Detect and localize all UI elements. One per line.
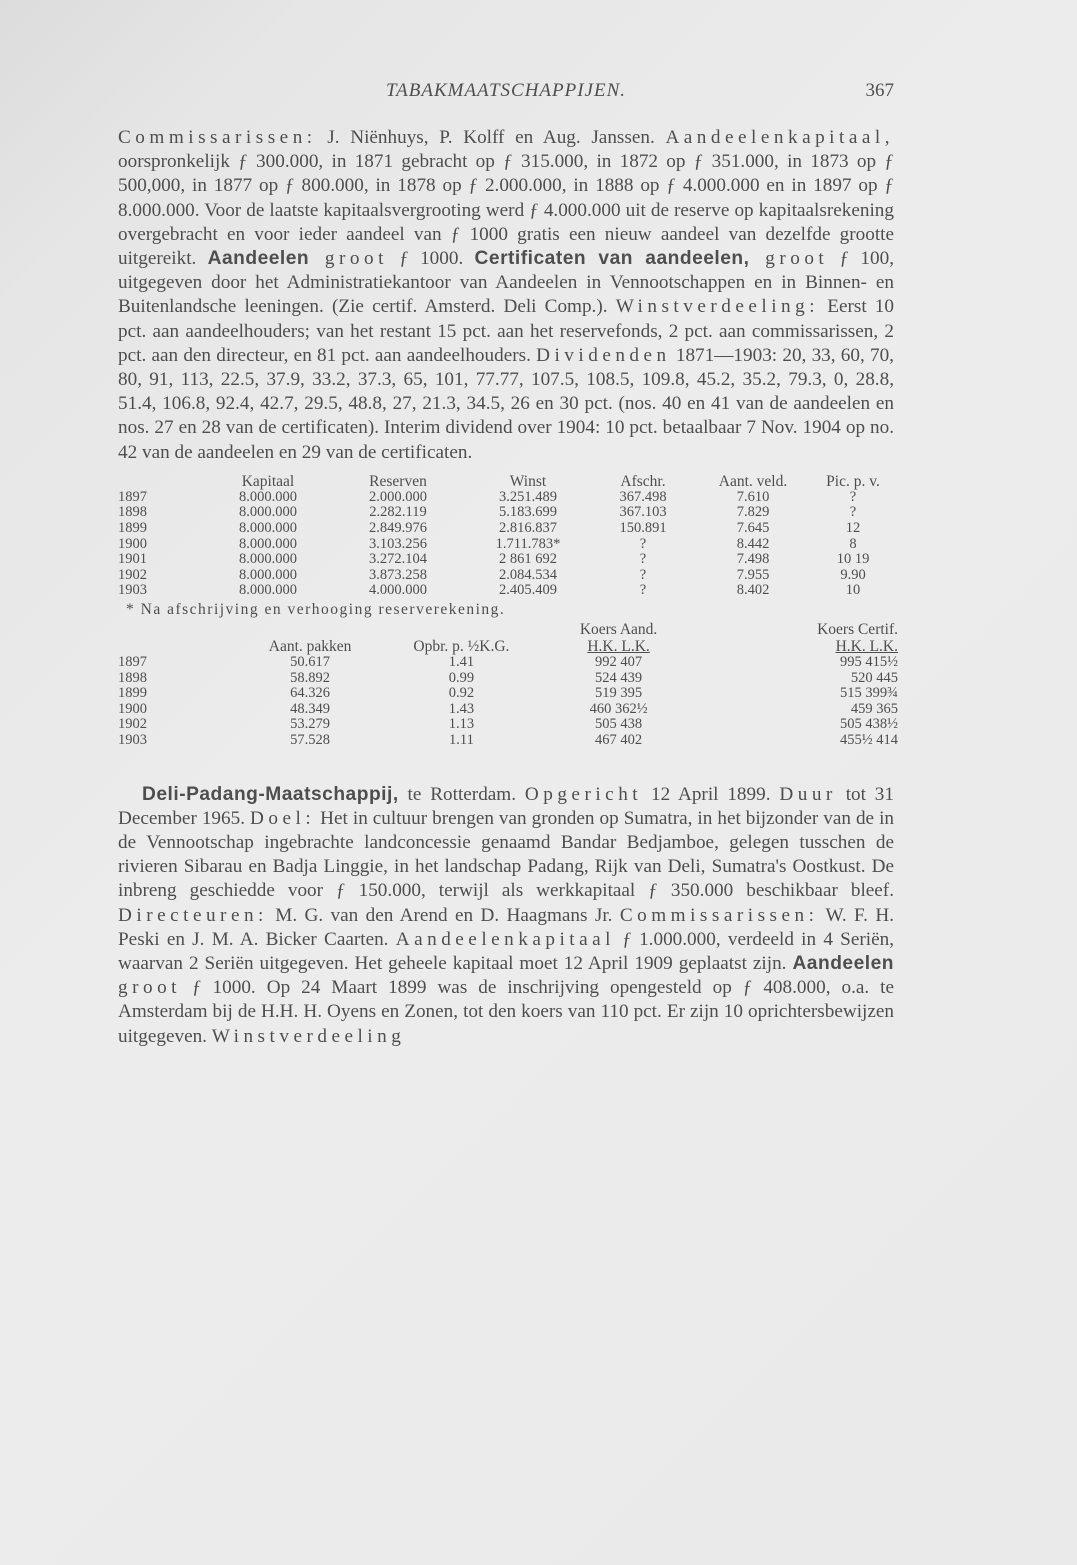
table-cell: 10 xyxy=(845,582,861,599)
heading-aandeelen: Aandeelen xyxy=(207,248,310,270)
label-aandeelenkapitaal: Aandeelenkapitaal, xyxy=(665,127,894,148)
table-cell: ? xyxy=(639,566,647,583)
table-row xyxy=(118,702,898,718)
table-cell: 3.103.256 xyxy=(369,535,427,552)
table-cell: 367.103 xyxy=(619,504,667,521)
company-name-heading: Deli-Padang-Maatschappij, xyxy=(142,783,399,805)
table-cell: 7.610 xyxy=(736,488,770,505)
table-group-header-row: Koers Aand. Koers Certif. xyxy=(579,621,898,638)
table-row xyxy=(118,686,898,702)
table-cell: 12 xyxy=(845,520,861,537)
label-duur: Duur xyxy=(779,783,837,805)
page-header xyxy=(118,80,894,116)
document-page xyxy=(118,80,898,1049)
table-cell: 8 xyxy=(849,535,857,552)
table-cell: 7.955 xyxy=(736,566,770,583)
harvest-price-table xyxy=(118,621,898,749)
table-cell: 1901 xyxy=(118,551,147,568)
label-dividenden: Dividenden xyxy=(536,344,671,366)
table-cell: 1.41 xyxy=(448,654,475,670)
table-cell: 9.90 xyxy=(840,566,866,583)
table-cell: 8.000.000 xyxy=(239,566,297,583)
table-cell: 519 395 xyxy=(595,685,643,702)
table-row xyxy=(118,733,898,749)
table-cell: 3.873.258 xyxy=(369,566,427,583)
table-cell: 515 399¾ xyxy=(840,685,898,702)
table-cell: 58.892 xyxy=(290,669,331,686)
table-cell: 7.645 xyxy=(736,520,770,537)
table-cell: 467 402 xyxy=(595,731,643,748)
table-cell: 2.282.119 xyxy=(369,504,427,521)
table-cell: ? xyxy=(639,535,647,552)
table-cell: 3.251.489 xyxy=(499,488,557,505)
table-cell: ? xyxy=(849,488,857,505)
table-cell: 1.711.783* xyxy=(495,535,561,552)
company-paragraph-2: Deli-Padang-Maatschappij, te Rotterdam. Opgericht 12 April 1899. Duur tot 31 December 1965. Doel: Het in cultuur brengen van gronden op Sumatra, in het bijzonder van de in de Vennootschap ingebrachte landconcessie genaamd Bandar Bedjamboe, gelegen tusschen de rivieren Sibarau en Badja Linggie, in het landschap Padang, Rijk van Deli, Sumatra's Oostkust. De inbreng geschiedde voor ƒ 150.000, terwijl als werkkapitaal ƒ 350.000 beschikbaar bleef. Directeuren: M. G. van den Arend en D. Haagmans Jr. Commissarissen: W. F. H. Peski en J. M. A. Bicker Caarten. Aandeelenkapitaal ƒ 1.000.000, verdeeld in 4 Seriën, waarvan 2 Seriën uitgegeven. Het geheele kapitaal moet 12 April 1909 geplaatst zijn. Aandeelen groot ƒ 1000. Op 24 Maart 1899 was de inschrijving opengesteld op ƒ 408.000, o.a. te Amsterdam bij de H.H. H. Oyens en Zonen, tot den koers van 110 pct. Er zijn 10 oprichtersbewijzen uitgegeven. Winstverdeeling xyxy=(118,783,894,1047)
table-cell: 1902 xyxy=(118,566,147,583)
label-winstverdeeling: Winstverdeeling xyxy=(211,1025,406,1047)
table-row xyxy=(118,505,898,521)
table-cell: 367.498 xyxy=(619,488,667,505)
table-cell: 1897 xyxy=(118,488,147,505)
table-header-row: Kapitaal Reserven Winst Afschr. Aant. veld. Pic. p. v. xyxy=(241,472,880,490)
table-cell: 1902 xyxy=(118,716,147,733)
table-cell: 8.000.000 xyxy=(239,504,297,521)
table-cell: 53.279 xyxy=(290,716,331,733)
table-cell: 1.43 xyxy=(448,700,475,717)
table-cell: 524 439 xyxy=(595,669,643,686)
table-cell: 8.000.000 xyxy=(239,535,297,552)
table-row xyxy=(118,521,898,537)
table-cell: 460 362½ xyxy=(589,700,648,717)
financial-table xyxy=(118,473,898,599)
table-cell: 3.272.104 xyxy=(369,551,427,568)
table-cell: 150.891 xyxy=(619,520,667,537)
label-winstverdeeling: Winstverdeeling: xyxy=(615,296,820,318)
table-cell: 992 407 xyxy=(595,654,643,670)
table-cell: 1903 xyxy=(118,731,147,748)
table-cell: 0.99 xyxy=(448,669,475,686)
table-row xyxy=(118,552,898,568)
table-cell: 2.084.534 xyxy=(499,566,557,583)
table-cell: 8.000.000 xyxy=(239,520,297,537)
table-cell: 7.829 xyxy=(736,504,770,521)
table-cell: 5.183.699 xyxy=(499,504,557,521)
table-cell: 0.92 xyxy=(448,685,475,702)
label-commissarissen: Commissarissen: xyxy=(118,127,317,148)
table-cell: 8.442 xyxy=(736,535,770,552)
table-cell: 8.000.000 xyxy=(239,582,297,599)
table-cell: 10 19 xyxy=(836,551,870,568)
table-cell: 7.498 xyxy=(736,551,770,568)
table-cell: 64.326 xyxy=(290,685,331,702)
table-row xyxy=(118,568,898,584)
table-cell: ? xyxy=(639,582,647,599)
page-number: 367 xyxy=(865,80,894,101)
label-opgericht: Opgericht xyxy=(524,783,643,805)
table-row xyxy=(118,490,898,506)
table-cell: 1900 xyxy=(118,700,147,717)
company-paragraph-1: Commissarissen: J. Niënhuys, P. Kolff en Aug. Janssen. Aandeelenkapitaal, oorspronkelijk ƒ 300.000, in 1871 gebracht op ƒ 315.000, in 1872 op ƒ 351.000, in 1873 op ƒ 500,000, in 1877 op ƒ 800.000, in 1878 op ƒ 2.000.000, in 1888 op ƒ 4.000.000 en in 1897 op ƒ 8.000.000. Voor de laatste kapitaalsvergrooting werd ƒ 4.000.000 uit de reserve op kapitaalsrekening overgebracht en voor ieder aandeel van ƒ 1000 gratis een nieuw aandeel van dezelfde grootte uitgereikt. Aandeelen groot ƒ 1000. Certificaten van aandeelen, groot ƒ 100, uitgegeven door het Administratiekantoor van Aandeelen in Vennootschappen en in Binnen- en Buitenlandsche leeningen. (Zie certif. Amsterd. Deli Comp.). Winstverdeeling: Eerst 10 pct. aan aandeelhouders; van het restant 15 pct. aan het reservefonds, 2 pct. aan commissarissen, 2 pct. aan den directeur, en 81 pct. aan aandeelhouders. Dividenden 1871—1903: 20, 33, 60, 70, 80, 91, 113, 22.5, 37.9, 33.2, 37.3, 65, 101, 77.77, 107.5, 108.5, 109.8, 45.2, 35.2, 79.3, 0, 28.8, 51.4, 106.8, 92.4, 42.7, 29.5, 48.8, 27, 21.3, 34.5, 26 en 30 pct. (nos. 40 en 41 van de aandeelen en nos. 27 en 28 van de certificaten). Interim dividend over 1904: 10 pct. betaalbaar 7 Nov. 1904 op no. 42 van de aandeelen en 29 van de certificaten. xyxy=(118,127,894,463)
table-cell: 995 415½ xyxy=(840,654,898,670)
table-row xyxy=(118,655,898,671)
label-directeuren: Directeuren: xyxy=(118,904,268,926)
table-cell: 4.000.000 xyxy=(369,582,427,599)
table-cell: 505 438½ xyxy=(840,716,898,733)
table-cell: 2.000.000 xyxy=(369,488,427,505)
table-cell: 50.617 xyxy=(290,654,331,670)
label-commissarissen: Commissarissen: xyxy=(619,904,819,926)
heading-certificaten: Certificaten van aandeelen, xyxy=(474,248,750,270)
table-row xyxy=(118,583,898,599)
table-cell: 459 365 xyxy=(850,700,898,717)
table-cell: ? xyxy=(639,551,647,568)
table-cell: 505 438 xyxy=(595,716,643,733)
table-cell: 2.849.976 xyxy=(369,520,427,537)
table-cell: 1897 xyxy=(118,654,147,670)
table-cell: 520 445 xyxy=(850,669,898,686)
table-row xyxy=(118,717,898,733)
table-cell: 1900 xyxy=(118,535,147,552)
table-cell: 8.402 xyxy=(736,582,770,599)
table-cell: 1903 xyxy=(118,582,147,599)
table-row xyxy=(118,671,898,687)
table-cell: 1899 xyxy=(118,520,147,537)
table-header-row: Aant. pakken Opbr. p. ½K.G. H.K. L.K. H.K. L.K. xyxy=(268,638,898,655)
heading-aandeelen: Aandeelen xyxy=(792,952,894,974)
table-cell: 2 861 692 xyxy=(499,551,557,568)
table-footnote: * Na afschrijving en verhooging reserverekening. xyxy=(126,601,506,618)
running-title: TABAKMAATSCHAPPIJEN. xyxy=(385,80,627,101)
label-doel: Doel: xyxy=(250,807,316,829)
table-cell: 2.816.837 xyxy=(499,520,557,537)
table-cell: 48.349 xyxy=(290,700,331,717)
table-cell: 1899 xyxy=(118,685,147,702)
table-cell: 2.405.409 xyxy=(499,582,557,599)
table-cell: 455½ 414 xyxy=(840,731,898,748)
table-cell: ? xyxy=(849,504,857,521)
table-cell: 1.11 xyxy=(448,731,474,748)
table-cell: 8.000.000 xyxy=(239,551,297,568)
table-cell: 8.000.000 xyxy=(239,488,297,505)
table-cell: 1.13 xyxy=(448,716,475,733)
table-cell: 57.528 xyxy=(290,731,331,748)
table-row xyxy=(118,537,898,553)
table-cell: 1898 xyxy=(118,669,147,686)
table-cell: 1898 xyxy=(118,504,147,521)
label-aandeelenkapitaal: Aandeelenkapitaal xyxy=(395,928,615,950)
